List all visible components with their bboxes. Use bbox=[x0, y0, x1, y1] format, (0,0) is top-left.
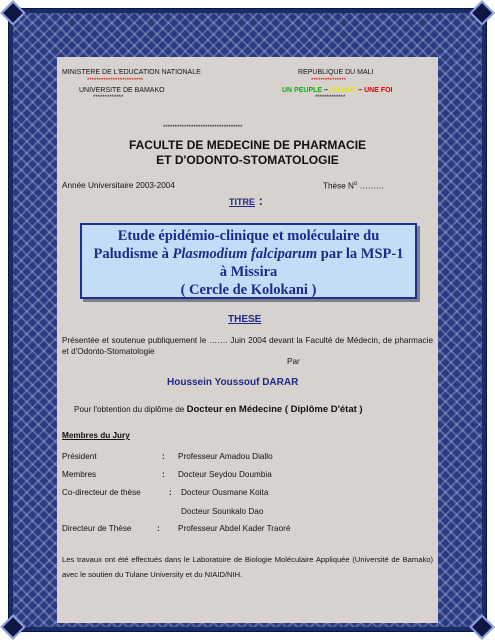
diploma-name: Docteur en Médecine ( Diplôme D'état ) bbox=[186, 404, 363, 415]
republic-stars: *************** bbox=[311, 78, 347, 84]
thesis-title-line-1: Etude épidémio-clinique et moléculaire du bbox=[117, 228, 380, 244]
these-heading: THESE bbox=[228, 314, 262, 325]
these-number bbox=[323, 181, 384, 191]
motto-part-3: UNE FOI bbox=[364, 87, 393, 94]
jury-colon-president: : bbox=[162, 452, 165, 461]
thesis-title-line-2 bbox=[82, 245, 415, 263]
thesis-title-line-3: à Missira bbox=[219, 264, 278, 280]
jury-colon-codirecteur: : bbox=[169, 488, 172, 497]
presentation-text: Présentée et soutenue publiquement le ……. Juin 2004 devant la Faculté de Médecin, de pharmacie et d'Odonto-Stomatologie bbox=[62, 336, 433, 356]
jury-name-membres: Docteur Seydou Doumbia bbox=[178, 470, 272, 479]
jury-role-president: Président bbox=[62, 452, 97, 461]
titre-label: TITRE bbox=[229, 197, 255, 207]
motto-separator-1: – bbox=[322, 87, 330, 94]
motto-part-1: UN PEUPLE bbox=[282, 87, 323, 94]
document-page bbox=[57, 57, 438, 623]
jury-heading: Membres du Jury bbox=[62, 431, 130, 440]
university-stars: ************* bbox=[93, 95, 124, 101]
jury-role-directeur: Directeur de Thèse bbox=[62, 524, 132, 533]
thesis-title-line-2-post: par la MSP-1 bbox=[317, 246, 404, 262]
jury-name-codirecteur-2: Docteur Sounkalo Dao bbox=[181, 507, 264, 516]
national-motto bbox=[282, 87, 393, 94]
jury-role-codirecteur: Co-directeur de thèse bbox=[62, 488, 141, 497]
academic-year: Année Universitaire 2003-2004 bbox=[62, 181, 175, 190]
titre-colon: : bbox=[255, 193, 263, 208]
these-number-value: ……… bbox=[357, 181, 385, 191]
ministry-stars: ************************ bbox=[87, 78, 144, 84]
these-number-sup: o bbox=[353, 181, 358, 187]
titre-heading bbox=[229, 193, 263, 208]
faculty-name-line-2: ET D'ODONTO-STOMATOLOGIE bbox=[156, 153, 339, 167]
par-label: Par bbox=[287, 357, 300, 366]
thesis-title bbox=[82, 225, 415, 299]
thesis-title-line-2-pre: Paludisme à bbox=[93, 246, 173, 262]
university-name: UNIVERSITE DE BAMAKO bbox=[79, 87, 165, 94]
jury-role-membres: Membres bbox=[62, 470, 97, 479]
jury-colon-directeur: : bbox=[157, 524, 160, 533]
thesis-title-box bbox=[80, 223, 417, 299]
republic-name: REPUBLIQUE DU MALI bbox=[298, 69, 374, 76]
jury-colon-membres: : bbox=[162, 470, 165, 479]
author-name: Houssein Youssouf DARAR bbox=[167, 377, 299, 388]
thesis-title-species: Plasmodium falciparum bbox=[172, 246, 318, 262]
ministry-name: MINISTERE DE L'EDUCATION NATIONALE bbox=[62, 69, 201, 76]
footer-acknowledgement: Les travaux ont été effectués dans le Laboratoire de Biologie Moléculaire Appliquée (Université de Bamako) avec le soutien du Tulane University et du NIAID/NIH. bbox=[62, 555, 433, 579]
motto-separator-2: – bbox=[356, 87, 365, 94]
faculty-name-line-1: FACULTE DE MEDECINE DE PHARMACIE bbox=[128, 138, 367, 152]
thesis-title-line-4: ( Cercle de Kolokani ) bbox=[180, 282, 317, 298]
motto-part-2: UN BUT bbox=[329, 87, 357, 94]
diploma-line bbox=[74, 404, 363, 415]
jury-name-directeur: Professeur Abdel Kader Traoré bbox=[178, 524, 291, 533]
motto-stars: ************* bbox=[315, 95, 346, 101]
jury-name-codirecteur: Docteur Ousmane Koita bbox=[181, 488, 269, 497]
jury-name-president: Professeur Amadou Diallo bbox=[178, 452, 273, 461]
diploma-prefix: Pour l'obtention du diplôme de bbox=[74, 405, 187, 414]
these-number-label: Thèse N bbox=[323, 181, 354, 191]
faculty-stars: ********************************** bbox=[163, 125, 243, 131]
